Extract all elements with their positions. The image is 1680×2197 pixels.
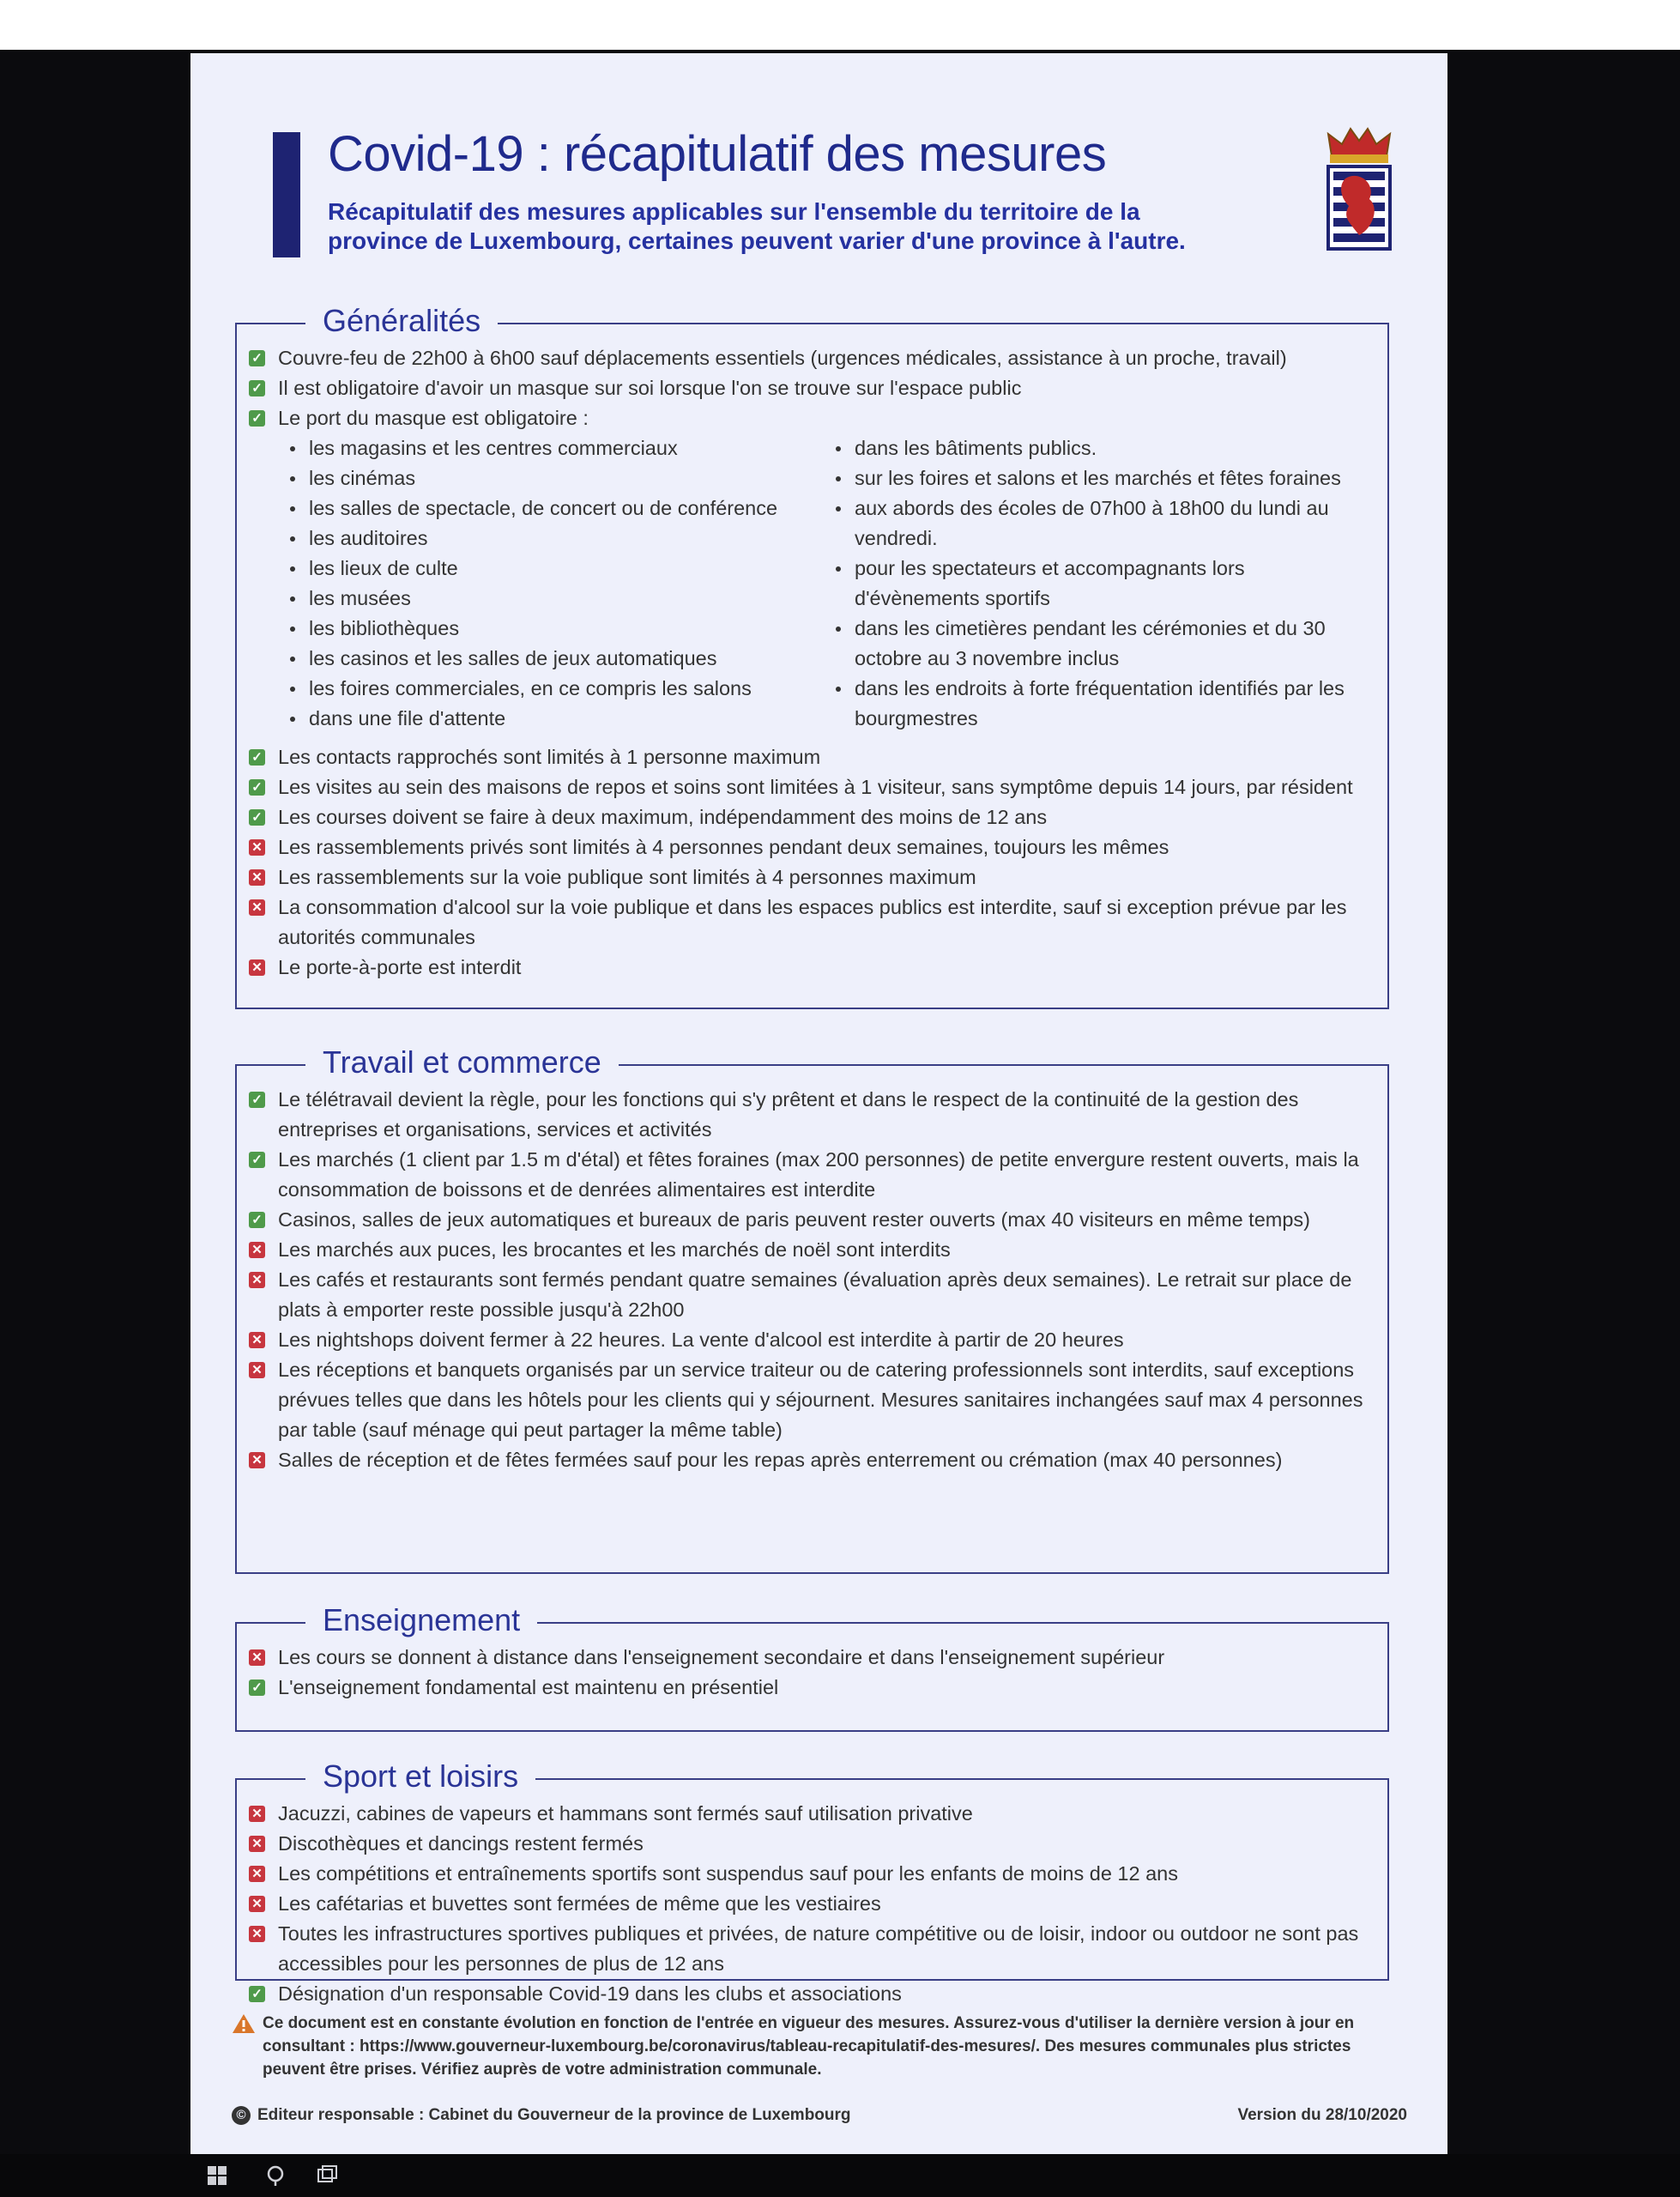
mask-location-item: les lieux de culte (309, 554, 824, 584)
section-title-enseignement: Enseignement (305, 1601, 537, 1639)
cross-icon: ✕ (249, 1836, 265, 1852)
sport-items (237, 1799, 1387, 2009)
section-title-generalites: Généralités (305, 302, 498, 340)
measure-item (237, 373, 1387, 403)
check-icon: ✓ (249, 350, 265, 366)
measure-text: Le télétravail devient la règle, pour les fonctions qui s'y prêtent et dans le respect de la continuité de la gestion des entreprises et organisations, services et activités (278, 1088, 1299, 1141)
measure-item (237, 403, 1387, 433)
cross-icon: ✕ (249, 839, 265, 856)
page-subtitle: Récapitulatif des mesures applicables sur l'ensemble du territoire de la province de Luxembourg, certaines peuvent varier d'une province à l'autre. (328, 198, 1186, 254)
mask-locations (237, 433, 1387, 734)
measure-text: Couvre-feu de 22h00 à 6h00 sauf déplacements essentiels (urgences médicales, assistance à un proche, travail) (278, 347, 1287, 369)
enseignement-items (237, 1643, 1387, 1703)
measure-item (237, 1205, 1387, 1235)
measure-item (237, 1799, 1387, 1829)
measure-item (237, 1643, 1387, 1673)
check-icon: ✓ (249, 1212, 265, 1228)
cross-icon: ✕ (249, 1242, 265, 1258)
mask-locations-left (278, 433, 824, 734)
windows-start-icon[interactable] (206, 2164, 228, 2187)
check-icon: ✓ (249, 380, 265, 396)
measure-text: Les courses doivent se faire à deux maximum, indépendamment des moins de 12 ans (278, 806, 1048, 828)
section-generalites (235, 303, 1389, 1009)
cross-icon: ✕ (249, 1649, 265, 1666)
check-icon: ✓ (249, 749, 265, 766)
copyright-icon: © (232, 2106, 251, 2125)
measure-text: Le porte-à-porte est interdit (278, 956, 522, 978)
cross-icon: ✕ (249, 1866, 265, 1882)
mask-location-item: dans les bâtiments publics. (855, 433, 1352, 463)
section-title-travail: Travail et commerce (305, 1044, 619, 1081)
footer-note-row (232, 2012, 1416, 2081)
measure-item (237, 1889, 1387, 1919)
travail-items (237, 1085, 1387, 1475)
cross-icon: ✕ (249, 959, 265, 976)
measure-item (237, 1265, 1387, 1325)
measure-text: Les rassemblements privés sont limités à 4 personnes pendant deux semaines, toujours les mêmes (278, 836, 1169, 858)
measure-item (237, 1085, 1387, 1145)
search-icon[interactable] (264, 2164, 287, 2187)
footer-editor-row (232, 2106, 1407, 2132)
cross-icon: ✕ (249, 1896, 265, 1912)
measure-item (237, 893, 1387, 953)
check-icon: ✓ (249, 1152, 265, 1168)
measure-text: La consommation d'alcool sur la voie publique et dans les espaces publics est interdite, sauf si exception prévue par les autorités communales (278, 896, 1347, 948)
measure-item (237, 1445, 1387, 1475)
footer-version: Version du 28/10/2020 (1237, 2106, 1407, 2124)
measure-item (237, 1235, 1387, 1265)
measure-text: Les marchés aux puces, les brocantes et les marchés de noël sont interdits (278, 1238, 951, 1261)
cross-icon: ✕ (249, 869, 265, 886)
measure-item (237, 1919, 1387, 1979)
measure-item (237, 343, 1387, 373)
mask-location-item: sur les foires et salons et les marchés et fêtes foraines (855, 463, 1352, 493)
measure-text: Les rassemblements sur la voie publique sont limités à 4 personnes maximum (278, 866, 976, 888)
task-view-icon[interactable] (316, 2164, 338, 2187)
cross-icon: ✕ (249, 1806, 265, 1822)
section-sport (235, 1758, 1389, 2005)
mask-location-item: les magasins et les centres commerciaux (309, 433, 824, 463)
check-icon: ✓ (249, 809, 265, 826)
mask-location-item: les auditoires (309, 524, 824, 554)
measure-text: Les marchés (1 client par 1.5 m d'étal) et fêtes foraines (max 200 personnes) de petite envergure restent ouverts, mais la consommation de boissons et de denrées alimentaires est interdite (278, 1148, 1359, 1201)
measure-item (237, 1673, 1387, 1703)
measure-text: Désignation d'un responsable Covid-19 dans les clubs et associations (278, 1982, 902, 2005)
measure-text: Les cours se donnent à distance dans l'enseignement secondaire et dans l'enseignement supérieur (278, 1646, 1165, 1668)
measure-item (237, 862, 1387, 893)
check-icon: ✓ (249, 410, 265, 427)
measure-text: Discothèques et dancings restent fermés (278, 1832, 644, 1855)
measure-text: Les visites au sein des maisons de repos et soins sont limitées à 1 visiteur, sans symptôme depuis 14 jours, par résident (278, 776, 1353, 798)
mask-location-item: aux abords des écoles de 07h00 à 18h00 du lundi au vendredi. (855, 493, 1352, 554)
measure-text: Les cafés et restaurants sont fermés pendant quatre semaines (évaluation après deux semaines). Le retrait sur place de plats à emporter reste possible jusqu'à 22h00 (278, 1268, 1352, 1321)
measure-item (237, 1979, 1387, 2009)
section-enseignement (235, 1602, 1389, 1732)
mask-location-item: dans une file d'attente (309, 704, 824, 734)
measure-text: Casinos, salles de jeux automatiques et bureaux de paris peuvent rester ouverts (max 40 visiteurs en même temps) (278, 1208, 1310, 1231)
measure-text: Le port du masque est obligatoire : (278, 407, 589, 429)
title-accent-bar (273, 132, 300, 257)
generalites-items (237, 343, 1387, 983)
os-taskbar (0, 2154, 1680, 2197)
measure-item (237, 1859, 1387, 1889)
check-icon: ✓ (249, 779, 265, 796)
mask-location-item: les salles de spectacle, de concert ou de conférence (309, 493, 824, 524)
footer-note (232, 2012, 1416, 2081)
measure-text: Jacuzzi, cabines de vapeurs et hammans sont fermés sauf utilisation privative (278, 1802, 973, 1825)
measure-text: Les nightshops doivent fermer à 22 heures. La vente d'alcool est interdite à partir de 20 heures (278, 1328, 1124, 1351)
measure-text: Les réceptions et banquets organisés par un service traiteur ou de catering professionnels sont interdits, sauf exceptions prévues telles que dans les hôtels pour les clients qui y séjournent. Mesures sanitaires inchangées sauf max 4 personnes par table (sauf ménage qui peut partager la même table) (278, 1359, 1363, 1441)
measure-text: Les contacts rapprochés sont limités à 1 personne maximum (278, 746, 821, 768)
cross-icon: ✕ (249, 1272, 265, 1288)
section-travail (235, 1044, 1389, 1574)
cross-icon: ✕ (249, 1362, 265, 1378)
measure-item (237, 742, 1387, 772)
mask-location-item: les musées (309, 584, 824, 614)
section-title-sport: Sport et loisirs (305, 1758, 535, 1795)
measure-item (237, 953, 1387, 983)
footer-note-text: Ce document est en constante évolution en fonction de l'entrée en vigueur des mesures. Assurez-vous d'utiliser la dernière version à jour en consultant : https://www.gouverneur-luxembourg.be/coronavirus/tableau-recapitulatif-des-mesures/. Des mesures communales plus strictes peuvent être prises. Vérifiez auprès de votre administration communale. (263, 2014, 1355, 2079)
cross-icon: ✕ (249, 1452, 265, 1468)
measure-item (237, 772, 1387, 802)
measure-item (237, 1829, 1387, 1859)
check-icon: ✓ (249, 1092, 265, 1108)
measure-text: Il est obligatoire d'avoir un masque sur soi lorsque l'on se trouve sur l'espace public (278, 377, 1022, 399)
check-icon: ✓ (249, 1680, 265, 1696)
footer-editor: Editeur responsable : Cabinet du Gouverneur de la province de Luxembourg (257, 2106, 851, 2125)
page-title: Covid-19 : récapitulatif des mesures (328, 126, 1107, 182)
cross-icon: ✕ (249, 1332, 265, 1348)
measure-item (237, 1355, 1387, 1445)
mask-location-item: les bibliothèques (309, 614, 824, 644)
measure-text: Les cafétarias et buvettes sont fermées de même que les vestiaires (278, 1892, 881, 1915)
mask-location-item: les foires commerciales, en ce compris les salons (309, 674, 824, 704)
measure-item (237, 1145, 1387, 1205)
measure-text: L'enseignement fondamental est maintenu en présentiel (278, 1676, 779, 1698)
coat-of-arms-icon (1316, 122, 1402, 259)
cross-icon: ✕ (249, 899, 265, 916)
document-screen (190, 53, 1447, 2154)
measure-text: Salles de réception et de fêtes fermées sauf pour les repas après enterrement ou crémation (max 40 personnes) (278, 1449, 1283, 1471)
mask-location-item: pour les spectateurs et accompagnants lors d'évènements sportifs (855, 554, 1352, 614)
cross-icon: ✕ (249, 1926, 265, 1942)
mask-location-item: dans les endroits à forte fréquentation identifiés par les bourgmestres (855, 674, 1352, 734)
measure-text: Les compétitions et entraînements sportifs sont suspendus sauf pour les enfants de moins de 12 ans (278, 1862, 1178, 1885)
measure-item (237, 832, 1387, 862)
mask-location-item: les casinos et les salles de jeux automatiques (309, 644, 824, 674)
measure-item (237, 802, 1387, 832)
check-icon: ✓ (249, 1986, 265, 2002)
mask-locations-right (824, 433, 1352, 734)
measure-item (237, 1325, 1387, 1355)
mask-location-item: les cinémas (309, 463, 824, 493)
mask-location-item: dans les cimetières pendant les cérémonies et du 30 octobre au 3 novembre inclus (855, 614, 1352, 674)
measure-text: Toutes les infrastructures sportives publiques et privées, de nature compétitive ou de loisir, indoor ou outdoor ne sont pas accessibles pour les personnes de plus de 12 ans (278, 1922, 1359, 1975)
warning-icon (232, 2013, 256, 2034)
